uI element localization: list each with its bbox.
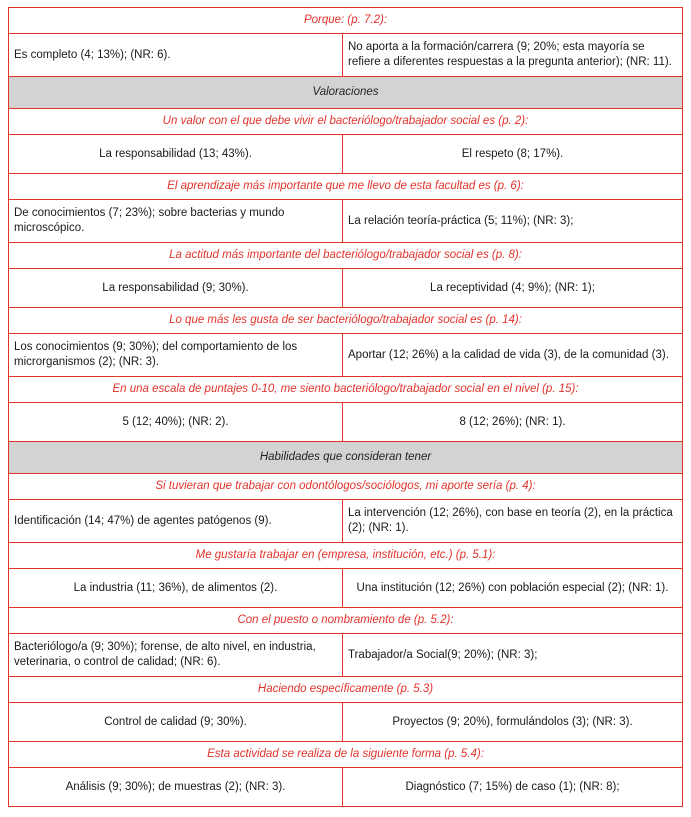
question-row [9, 243, 683, 269]
answer-row [9, 34, 683, 77]
answer-cell-social-work: La receptividad (4; 9%); (NR: 1); [343, 269, 683, 308]
answer-row [9, 200, 683, 243]
table-body [9, 8, 683, 807]
question-heading: Si tuvieran que trabajar con odontólogos/sociólogos, mi aporte sería (p. 4): [9, 474, 683, 500]
answer-cell-social-work: Proyectos (9; 20%), formulándolos (3); (NR: 3). [343, 703, 683, 742]
answer-row [9, 634, 683, 677]
question-row [9, 308, 683, 334]
question-row [9, 608, 683, 634]
survey-results-table [8, 7, 683, 807]
answer-cell-bacteriology: Los conocimientos (9; 30%); del comportamiento de los microrganismos (2); (NR: 3). [9, 334, 343, 377]
question-heading: El aprendizaje más importante que me llevo de esta facultad es (p. 6): [9, 174, 683, 200]
answer-cell-bacteriology: Es completo (4; 13%); (NR: 6). [9, 34, 343, 77]
question-heading: Un valor con el que debe vivir el bacteriólogo/trabajador social es (p. 2): [9, 109, 683, 135]
answer-cell-social-work: No aporta a la formación/carrera (9; 20%; esta mayoría se refiere a diferentes respuestas a la pregunta anterior); (NR: 11). [343, 34, 683, 77]
question-row [9, 543, 683, 569]
question-row [9, 474, 683, 500]
answer-cell-social-work: Una institución (12; 26%) con población especial (2); (NR: 1). [343, 569, 683, 608]
answer-cell-bacteriology: Bacteriólogo/a (9; 30%); forense, de alto nivel, en industria, veterinaria, o control de calidad; (NR: 6). [9, 634, 343, 677]
section-header-row [9, 442, 683, 474]
answer-row [9, 703, 683, 742]
question-heading: Con el puesto o nombramiento de (p. 5.2): [9, 608, 683, 634]
answer-cell-bacteriology: Identificación (14; 47%) de agentes patógenos (9). [9, 500, 343, 543]
answer-cell-social-work: Trabajador/a Social(9; 20%); (NR: 3); [343, 634, 683, 677]
question-heading: Esta actividad se realiza de la siguiente forma (p. 5.4): [9, 742, 683, 768]
answer-row [9, 569, 683, 608]
answer-cell-bacteriology: Análisis (9; 30%); de muestras (2); (NR: 3). [9, 768, 343, 807]
question-heading: Me gustaría trabajar en (empresa, institución, etc.) (p. 5.1): [9, 543, 683, 569]
answer-row [9, 334, 683, 377]
answer-row [9, 269, 683, 308]
answer-row [9, 135, 683, 174]
answer-cell-social-work: El respeto (8; 17%). [343, 135, 683, 174]
question-heading: La actitud más importante del bacteriólogo/trabajador social es (p. 8): [9, 243, 683, 269]
question-heading: En una escala de puntajes 0-10, me siento bacteriólogo/trabajador social en el nivel (p. 15): [9, 377, 683, 403]
section-heading: Habilidades que consideran tener [9, 442, 683, 474]
answer-row [9, 403, 683, 442]
answer-cell-bacteriology: La responsabilidad (9; 30%). [9, 269, 343, 308]
answer-cell-social-work: La intervención (12; 26%), con base en teoría (2), en la práctica (2); (NR: 1). [343, 500, 683, 543]
question-heading: Haciendo específicamente (p. 5.3) [9, 677, 683, 703]
question-row [9, 677, 683, 703]
answer-cell-bacteriology: 5 (12; 40%); (NR: 2). [9, 403, 343, 442]
question-heading: Porque: (p. 7.2): [9, 8, 683, 34]
answer-cell-social-work: Aportar (12; 26%) a la calidad de vida (3), de la comunidad (3). [343, 334, 683, 377]
answer-row [9, 500, 683, 543]
question-row [9, 109, 683, 135]
question-row [9, 8, 683, 34]
answer-cell-social-work: 8 (12; 26%); (NR: 1). [343, 403, 683, 442]
question-row [9, 742, 683, 768]
answer-cell-bacteriology: Control de calidad (9; 30%). [9, 703, 343, 742]
question-row [9, 174, 683, 200]
answer-cell-bacteriology: La responsabilidad (13; 43%). [9, 135, 343, 174]
answer-cell-bacteriology: La industria (11; 36%), de alimentos (2). [9, 569, 343, 608]
section-heading: Valoraciones [9, 77, 683, 109]
question-row [9, 377, 683, 403]
section-header-row [9, 77, 683, 109]
answer-cell-social-work: Diagnóstico (7; 15%) de caso (1); (NR: 8); [343, 768, 683, 807]
answer-cell-bacteriology: De conocimientos (7; 23%); sobre bacterias y mundo microscópico. [9, 200, 343, 243]
answer-cell-social-work: La relación teoría-práctica (5; 11%); (NR: 3); [343, 200, 683, 243]
question-heading: Lo que más les gusta de ser bacteriólogo/trabajador social es (p. 14): [9, 308, 683, 334]
answer-row [9, 768, 683, 807]
